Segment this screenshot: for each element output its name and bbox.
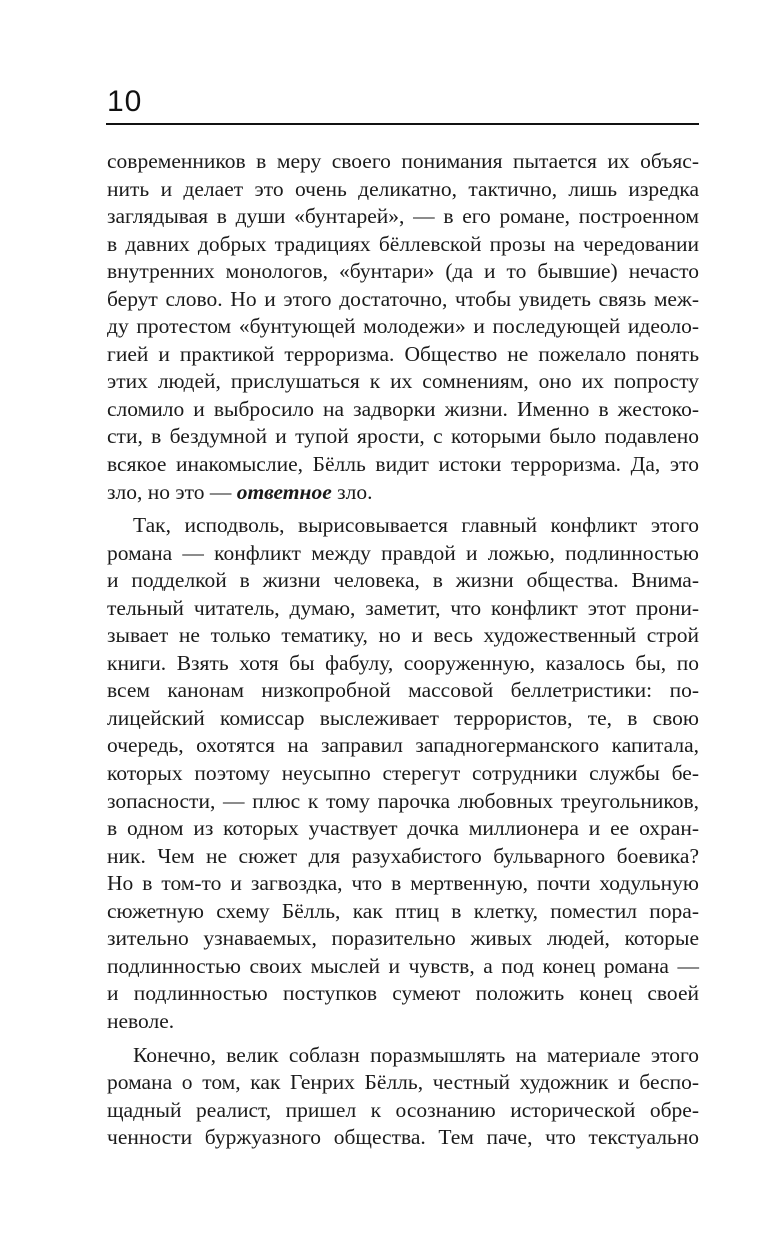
- text-line: Но в том-то и загвоздка, что в мертвенную, почти ходульную: [107, 871, 699, 896]
- text-line: книги. Взять хотя бы фабулу, сооруженную, казалось бы, по: [107, 650, 699, 675]
- text-line: зопасности, — плюс к тому парочка любовных треугольников,: [107, 788, 699, 813]
- text-line: и подлинностью поступков сумеют положить конец своей: [107, 981, 699, 1006]
- paragraph-3: [107, 1042, 699, 1152]
- text-line: этих людей, прислушаться к их сомнениям, оно их попросту: [107, 369, 699, 394]
- text-line: нить и делает это очень деликатно, тактично, лишь изредка: [107, 176, 699, 201]
- text-line: зительно узнаваемых, поразительно живых людей, которые: [107, 926, 699, 951]
- paragraph-1: [107, 148, 699, 506]
- emphasized-word: ответное: [236, 479, 332, 504]
- text-line: сти, в бездумной и тупой ярости, с которыми было подавлено: [107, 424, 699, 449]
- text-line: щадный реалист, пришел к осознанию исторической обре-: [107, 1097, 699, 1122]
- text-line: внутренних монологов, «бунтари» (да и то бывшие) нечасто: [107, 259, 699, 284]
- text-line: романа о том, как Генрих Бёлль, честный художник и беспо-: [107, 1070, 699, 1095]
- text-fragment: зло, но это —: [107, 479, 237, 504]
- text-line: подлинностью своих мыслей и чувств, а под конец романа —: [107, 953, 699, 978]
- text-line: тельный читатель, думаю, заметит, что конфликт этот прони-: [107, 595, 699, 620]
- text-line: зывает не только тематику, но и весь художественный строй: [107, 623, 699, 648]
- text-line: всякое инакомыслие, Бёлль видит истоки терроризма. Да, это: [107, 452, 699, 477]
- text-fragment: зло.: [331, 479, 373, 504]
- text-line: заглядывая в души «бунтарей», — в его романе, построенном: [107, 204, 699, 229]
- paragraph-2: [107, 512, 699, 1035]
- text-line-first: Так, исподволь, вырисовывается главный конфликт этого: [133, 513, 699, 538]
- text-line-last: неволе.: [107, 1008, 175, 1033]
- header-rule: [106, 123, 699, 125]
- body-text: [107, 148, 699, 1152]
- text-line: гией и практикой терроризма. Общество не пожелало понять: [107, 341, 699, 366]
- text-line: романа — конфликт между правдой и ложью, подлинностью: [107, 540, 699, 565]
- text-line: современников в меру своего понимания пытается их объяс-: [107, 149, 699, 173]
- text-line-last: [107, 479, 699, 507]
- text-line: и подделкой в жизни человека, в жизни общества. Внима-: [107, 568, 699, 593]
- text-line: очередь, охотятся на заправил западногерманского капитала,: [107, 733, 699, 758]
- text-line: лицейский комиссар выслеживает террористов, те, в свою: [107, 705, 699, 730]
- text-line: которых поэтому неусыпно стерегут сотрудники службы бе-: [107, 761, 699, 786]
- page-number: 10: [107, 85, 143, 118]
- text-line: ченности буржуазного общества. Тем паче, что текстуально: [107, 1125, 699, 1150]
- text-line: в давних добрых традициях бёллевской прозы на чередовании: [107, 231, 699, 256]
- text-line: сломило и выбросило на задворки жизни. Именно в жестоко-: [107, 396, 699, 421]
- text-line: ник. Чем не сюжет для разухабистого бульварного боевика?: [107, 843, 699, 868]
- text-line-first: Конечно, велик соблазн поразмышлять на материале этого: [133, 1042, 699, 1067]
- text-line: в одном из которых участвует дочка миллионера и ее охран-: [107, 816, 699, 841]
- text-line: берут слово. Но и этого достаточно, чтобы увидеть связь меж-: [107, 286, 699, 311]
- text-line: сюжетную схему Бёлль, как птиц в клетку, поместил пора-: [107, 898, 699, 923]
- text-line: ду протестом «бунтующей молодежи» и последующей идеоло-: [107, 314, 699, 339]
- text-line: всем канонам низкопробной массовой беллетристики: по-: [107, 678, 699, 703]
